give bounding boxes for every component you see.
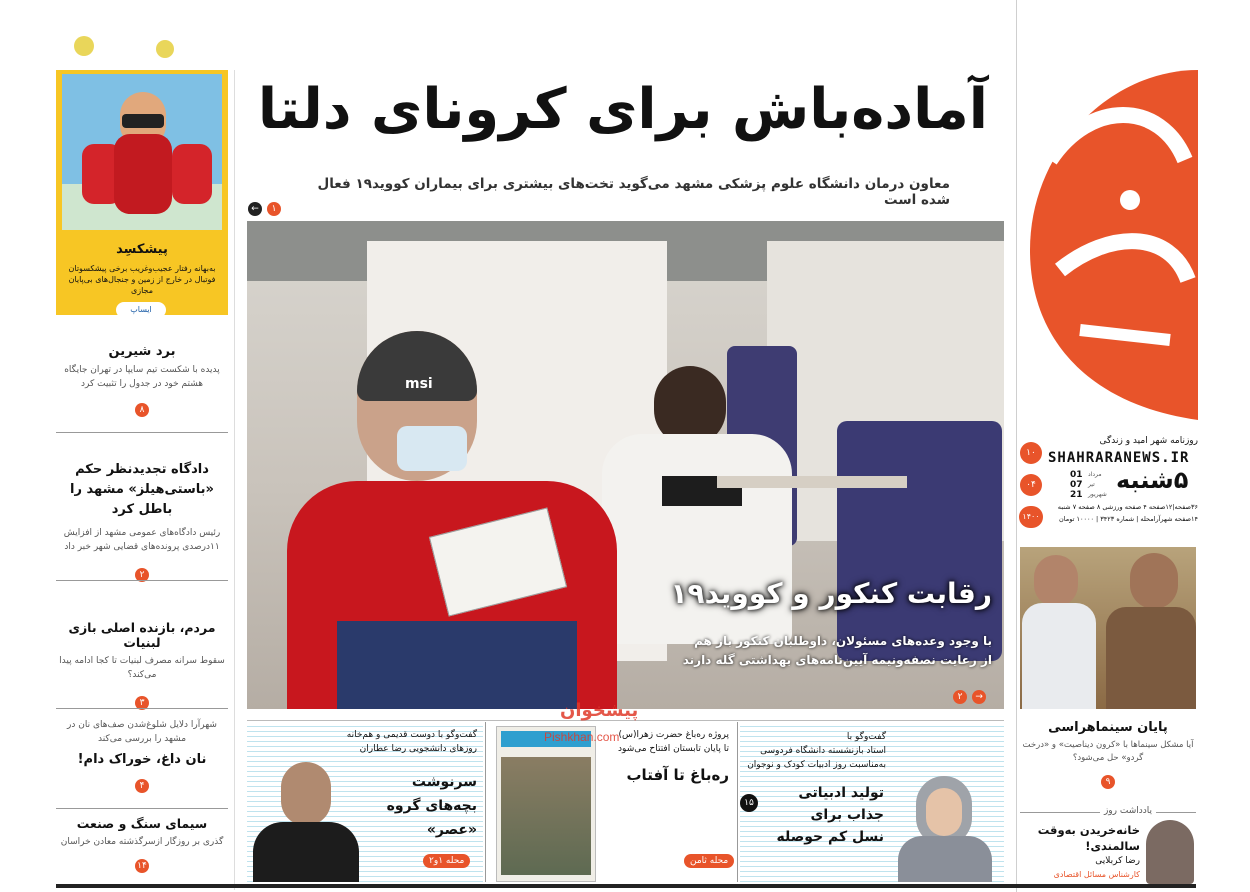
watermark-url: Pishkhan.com [544, 730, 620, 744]
bottom-story-literature[interactable] [740, 722, 1004, 882]
cinema-text: آیا مشکل سینماها با «کرون دیناصیت» و «درخت گردو» حل می‌شود؟ [1022, 740, 1194, 763]
tagline: روزنامه شهر امید و زندگی [1099, 436, 1198, 446]
actor-left-coat [1022, 603, 1096, 709]
watermark-brand: پیشخوان [560, 700, 639, 721]
date-numbers [1070, 470, 1083, 500]
left-item-1-title: برد شیرین [108, 344, 176, 359]
left-item-2-title: دادگاه تجدیدنظر حکم «باستی‌هیلز» مشهد را باطل کرد [70, 462, 214, 517]
watermark [520, 700, 670, 760]
left-item-2[interactable] [56, 460, 228, 582]
left-item-5-title: سیمای سنگ و صنعت [76, 816, 208, 831]
page-bottom-rule [56, 884, 1196, 888]
trophy-icon-2 [156, 40, 174, 58]
headline-subtitle[interactable]: معاون درمان دانشگاه علوم پزشکی مشهد می‌گوید تخت‌های بیشتری برای بیماران کووید۱۹ فعال شده است [317, 176, 950, 208]
cap-brand-text: msi [405, 376, 433, 392]
date-words: مرداد تیر شهریور [1088, 471, 1107, 498]
cinema-item[interactable] [1020, 720, 1196, 789]
left-item-3[interactable] [56, 620, 228, 710]
note-role: کارشناس مسائل اقتصادی [1053, 870, 1140, 879]
note-box[interactable] [1020, 806, 1196, 888]
cartoon-title: پیشکسِد [116, 242, 168, 257]
main-photo[interactable] [247, 221, 1004, 709]
date-month: 07 [1070, 480, 1083, 490]
edition-line-2: ۱۴صفحه شهرآرامحله | شماره ۳۴۲۳ | ۱۰۰۰۰ تومان [1059, 515, 1198, 523]
actor-right-coat [1106, 607, 1196, 709]
left-item-1[interactable] [56, 344, 228, 417]
exam-desk [717, 476, 907, 488]
bottom-divider-2 [485, 722, 486, 882]
weekday: ۵شنبه [1116, 466, 1189, 494]
left-item-4-text: شهرآرا دلایل شلوغ‌شدن صف‌های نان در مشهد را بررسی می‌کند [67, 720, 217, 744]
headline-page-number: ۱ [267, 202, 281, 216]
cartoon-text: به‌بهانه رفتار عجیب‌وغریب برخی پیشکسوتان فوتبال در خارج از زمین و جنجال‌های بی‌پایان مجازی [68, 264, 216, 295]
left-item-1-text: پدیده با شکست تیم سایپا در تهران جایگاه هشتم خود در جدول را تثبیت کرد [64, 365, 220, 389]
left-divider-4 [56, 808, 228, 809]
actor-portrait [247, 752, 365, 882]
literature-pre-3: به‌مناسبت روز ادبیات کودک و نوجوان [747, 760, 886, 770]
cinema-title: پایان سینماهراسی [1048, 720, 1168, 735]
arrow-left-icon: ← [248, 202, 262, 216]
masthead-divider [1016, 0, 1017, 892]
chair-back [837, 421, 1002, 661]
asr-title: سرنوشت بچه‌های گروه «عصر» [386, 774, 477, 838]
logo-text [1050, 205, 1053, 206]
left-divider-3 [56, 708, 228, 709]
actor-right [1130, 553, 1178, 609]
cinema-page: ۹ [1101, 775, 1115, 789]
bottom-story-asr[interactable] [247, 722, 483, 882]
author-avatar [1146, 820, 1194, 884]
left-item-4[interactable] [56, 718, 228, 793]
note-title: خانه‌خریدن به‌وقت سالمندی! [1037, 823, 1140, 853]
arrow-right-icon: → [972, 690, 986, 704]
asr-tag: محله ۱و۲ [423, 848, 470, 868]
rahbagh-title: ره‌باغ تا آفتاب [626, 766, 729, 784]
year-chip: ۱۴۰۰ [1019, 506, 1043, 528]
asr-pre: گفت‌وگو با دوست قدیمی و هم‌خانه [346, 730, 477, 740]
left-divider-1 [56, 432, 228, 433]
left-item-3-page: ۳ [135, 696, 149, 710]
left-item-3-title: مردم، بازنده اصلی بازی لبنیات [68, 620, 216, 650]
left-item-5[interactable] [56, 816, 228, 873]
logo [1020, 40, 1198, 420]
photo-caption-title[interactable]: رقابت کنکور و کووید۱۹ [670, 577, 992, 610]
left-item-5-text: گذری بر روزگار ازسرگذشته معادن خراسان [60, 837, 224, 847]
photo-page-number: ۲ [953, 690, 967, 704]
day-chip: ۱۰ [1020, 442, 1042, 464]
left-col-rule [234, 70, 235, 890]
left-item-3-text: سقوط سرانه مصرف لبنیات تا کجا ادامه پیدا می‌کند؟ [59, 656, 225, 680]
logo-icon [1020, 40, 1198, 420]
date-year: 21 [1070, 490, 1083, 500]
cartoon-illustration [62, 74, 222, 230]
left-item-2-page: ۲ [135, 568, 149, 582]
literature-pre-2: استاد بازنشسته دانشگاه فردوسی [760, 746, 886, 756]
left-divider-2 [56, 580, 228, 581]
note-author: رضا کربلایی [1095, 856, 1140, 866]
headline-title[interactable]: آماده‌باش برای کرونای دلتا [257, 77, 988, 142]
left-item-4-title: نان داغ، خوراک دام! [77, 752, 207, 767]
date-day: 01 [1070, 470, 1083, 480]
left-item-2-text: رئیس دادگاه‌های عمومی مشهد از افزایش ۱۱درصدی پرونده‌های قضایی شهر خبر داد [63, 528, 221, 552]
cinema-photo[interactable] [1020, 547, 1196, 709]
author-portrait [890, 766, 1000, 882]
date-side-column [1018, 440, 1044, 528]
literature-pre: گفت‌وگو با [846, 732, 886, 742]
headline-page-ref[interactable] [248, 196, 281, 216]
note-label: یادداشت روز [1100, 806, 1156, 816]
photo-caption-line-1: با وجود وعده‌های مسئولان، داوطلبان کنکور باز هم [694, 634, 992, 648]
literature-title: تولید ادبیاتی جذاب برای نسل کم حوصله [776, 785, 884, 845]
month-chip: ۰۴ [1020, 474, 1042, 496]
rahbagh-tag: محله ثامن [684, 848, 734, 868]
bottom-divider-1 [737, 722, 738, 882]
cartoon-box[interactable] [56, 70, 228, 315]
edition-line-1: ۳۶صفحه‌|۱۲صفحه‌ ۴ صفحه ورزشی ۸ صفحه ۷ شنبه [1057, 503, 1198, 511]
website[interactable]: SHAHRARANEWS.IR [1048, 450, 1190, 466]
photo-page-ref[interactable] [953, 684, 986, 704]
left-item-4-page: ۴ [135, 779, 149, 793]
asr-pre-2: روزهای دانشجویی رضا عطاران [359, 744, 477, 754]
actor-left [1034, 555, 1078, 607]
left-item-1-page: ۸ [135, 403, 149, 417]
left-item-5-page: ۱۴ [135, 859, 149, 873]
literature-page: ۱۵ [740, 794, 758, 812]
trophy-icon [74, 36, 94, 56]
rahbagh-pre-2: تا پایان تابستان افتتاح می‌شود [618, 744, 729, 754]
cartoon-logo: ایساپ [116, 302, 166, 318]
photo-caption-line-2: از رعایت نصفه‌ونیمه آیین‌نامه‌های بهداشتی گله دارند [682, 653, 992, 667]
rahbagh-pre: پروژه ره‌باغ حضرت زهرا(س) [618, 730, 729, 740]
